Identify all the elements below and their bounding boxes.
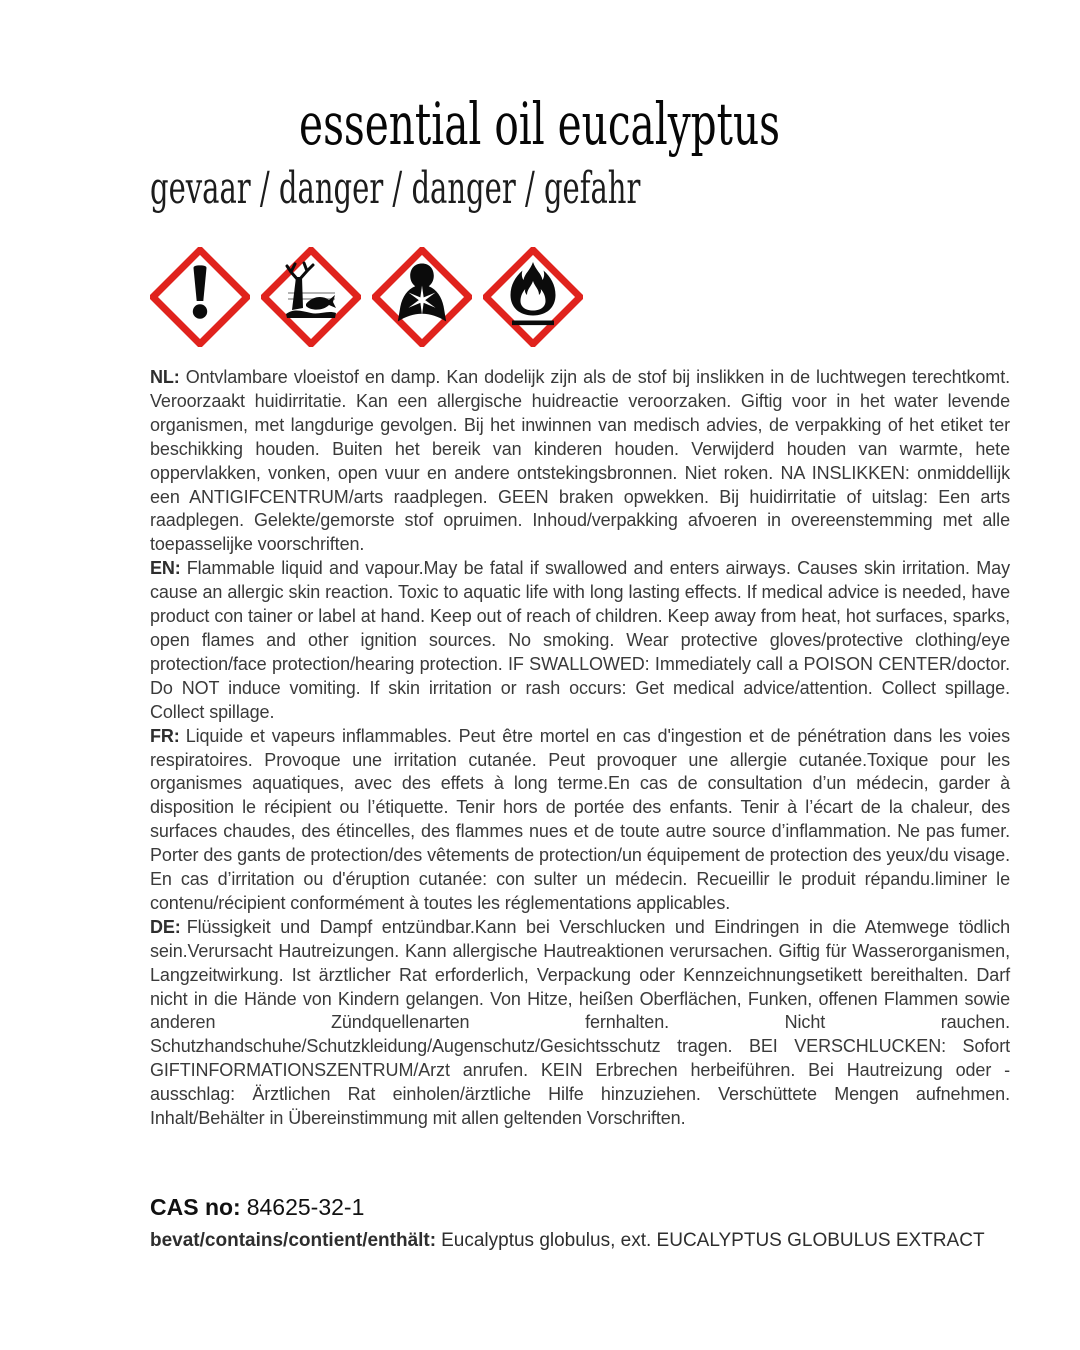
statement-nl-lang: NL: [150,367,180,387]
signal-words [150,164,893,214]
ghs-health-hazard-icon [372,247,472,347]
statement-fr-text: Liquide et vapeurs inflammables. Peut être mortel en cas d'ingestion et de pénétration dans les voies respiratoires. Provoque une irritation cutanée. Peut provoquer une allergie cutanée.Toxique pour les organismes aquatiques, avec des effets à long terme.En cas de consultation d’un médecin, garder à disposition le récipient ou l’étiquette. Tenir hors de portée des enfants. Tenir à l’écart de la chaleur, des surfaces chaudes, des étincelles, des flammes nues et de toute autre source d’inflammation. Ne pas fumer. Porter des gants de protection/des vêtements de protection/un équipement de protection des yeux/du visage. En cas d’irritation ou d'éruption cutanée: con sulter un médecin. Recueillir le produit répandu.liminer le contenu/récipient conformément à toutes les réglementations applicables. [150,725,1010,913]
statement-en [150,557,1010,724]
contains-value: Eucalyptus globulus, ext. EUCALYPTUS GLOBULUS EXTRACT [441,1230,985,1251]
statement-fr-lang: FR: [150,725,180,746]
ghs-environment-icon [261,247,361,347]
page-title [0,92,1080,156]
product-name: essential oil eucalyptus [299,90,781,158]
statement-nl-text: Ontvlambare vloeistof en damp. Kan dodelijk zijn als de stof bij inslikken in de luchtwegen terechtkomt. Veroorzaakt huidirritatie. Kan een allergische huidreactie veroorzaken. Giftig voor in het water levende organismen, met langdurige gevolgen. Bij het inwinnen van medisch advies, de verpakking of het etiket ter beschikking houden. Buiten het bereik van kinderen houden. Verwijderd houden van warmte, hete oppervlakken, vonken, open vuur en andere ontstekingsbronnen. Niet roken. NA INSLIKKEN: onmiddellijk een ANTIGIFCENTRUM/arts raadplegen. GEEN braken opwekken. Bij huidirritatie of uitslag: Een arts raadplegen. Gelekte/gemorste stof opruimen. Inhoud/verpakking afvoeren in overeenstemming met alle toepasselijke voorschriften. [150,367,1010,555]
statement-nl [150,366,1010,557]
statement-de-text: Flüssigkeit und Dampf entzündbar.Kann bei Verschlucken und Eindringen in die Atemwege tödlich sein.Verursacht Hautreizungen. Kann allergische Hautreaktionen verursachen. Giftig für Wasserorganismen, Langzeitwirkung. Ist ärztlicher Rat erforderlich, Verpackung oder Kennzeichnungsetikett bereithalten. Darf nicht in die Hände von Kindern gelangen. Von Hitze, heißen Oberflächen, Funken, offenen Flammen sowie anderen Zündquellenarten fernhalten. Nicht rauchen. Schutzhandschuhe/Schutzkleidung/Augenschutz/Gesichtsschutz tragen. BEI VERSCHLUCKEN: Sofort GIFTINFORMATIONSZENTRUM/Arzt anrufen. KEIN Erbrechen herbeiführen. Bei Hautreizung oder - ausschlag: Ärztlichen Rat einholen/ärztliche Hilfe hinzuziehen. Verschüttete Mengen aufnehmen. Inhalt/Behälter in Übereinstimmung mit allen geltenden Vorschriften. [150,916,1010,1129]
hazard-statements [150,366,1010,1131]
statement-de [150,916,1010,1131]
statement-en-lang: EN: [150,558,181,579]
statement-de-lang: DE: [150,916,181,937]
ghs-flame-icon [483,247,583,347]
cas-value: 84625-32-1 [246,1194,365,1220]
ghs-pictogram-row [150,247,583,347]
signal-words-text: gevaar / danger / danger / gefahr [150,163,641,214]
contains-line [150,1228,1050,1253]
statement-fr [150,725,1010,916]
cas-label: CAS no: [150,1194,241,1220]
ghs-exclamation-icon [150,247,250,347]
cas-number-line [150,1192,364,1222]
statement-en-text: Flammable liquid and vapour.May be fatal if swallowed and enters airways. Causes skin irritation. May cause an allergic skin reaction. Toxic to aquatic life with long lasting effects. If medical advice is needed, have product con tainer or label at hand. Keep out of reach of children. Keep away from heat, hot surfaces, sparks, open flames and other ignition sources. No smoking. Wear protective gloves/protective clothing/eye protection/face protection/hearing protection. IF SWALLOWED: Immediately call a POISON CENTER/doctor. Do NOT induce vomiting. If skin irritation or rash occurs: Get medical advice/attention. Collect spillage. Collect spillage. [150,558,1010,722]
contains-label: bevat/contains/contient/enthält: [150,1230,437,1251]
